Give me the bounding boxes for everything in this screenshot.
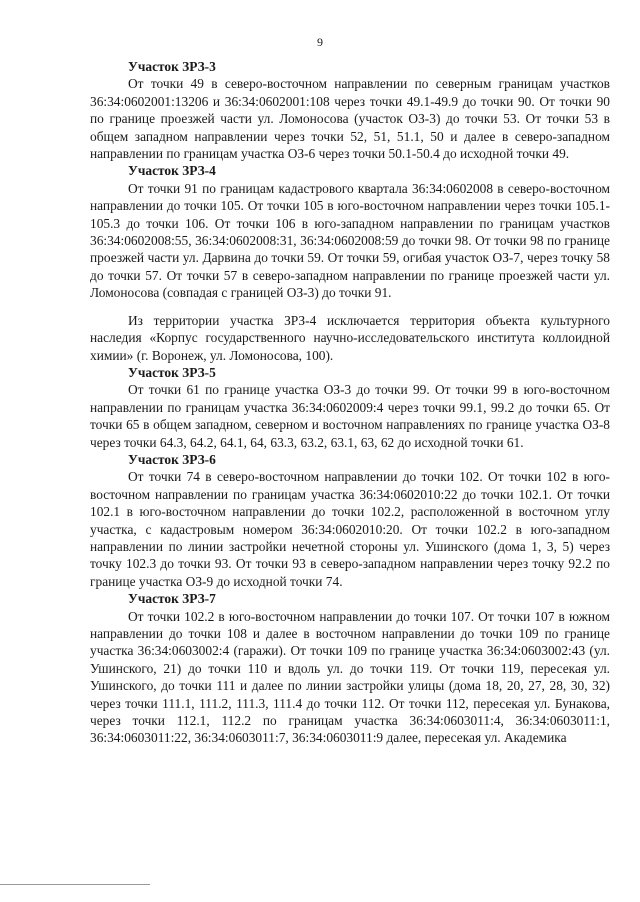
section-paragraph: От точки 49 в северо-восточном направлении по северным границам участков 36:34:0602001:13206 и 36:34:0602001:108 через точки 49.1-49.9 до точки 90. От точки 90 по границе проезжей части ул. Ломоносова (участок ОЗ-3) до точки 53. От точки 53 в общем западном направлении через точки 52, 51, 51.1, 50 и далее в северо-западном направлении по границам участка ОЗ-6 через точки 50.1-50.4 до исходной точки 49.	[90, 76, 610, 162]
section-title-zrz-3: Участок ЗРЗ-3	[128, 59, 216, 74]
section-title-zrz-4: Участок ЗРЗ-4	[128, 163, 216, 179]
section-title-zrz-6: Участок ЗРЗ-6	[128, 451, 216, 467]
page-number: 9	[317, 35, 323, 49]
section-paragraph: От точки 74 в северо-восточном направлении до точки 102. От точки 102 в юго-восточном направлении по границам участка 36:34:0602010:22 до точки 102.1. От точки 102.1 в юго-восточном направлении до точки 102.2, расположенной в восточном углу участка, с кадастровым номером 36:34:0602010:20. От точки 102.2 в юго-западном направлении по линии застройки нечетной стороны ул. Ушинского (дома 1, 3, 5) через точку 102.3 до точки 93. От точки 93 в северо-западном направлении через точку 92.2 по границе участка ОЗ-9 до исходной точки 74.	[90, 469, 610, 589]
section-title-zrz-7: Участок ЗРЗ-7	[128, 591, 216, 607]
section-paragraph: От точки 91 по границам кадастрового квартала 36:34:0602008 в северо-восточном направлении до точки 105. От точки 105 в юго-восточном направлении через точки 105.1-105.3 до точки 106. От точки 106 в юго-западном направлении по границам участков 36:34:0602008:55, 36:34:0602008:31, 36:34:0602008:59 до точки 98. От точки 98 по границе проезжей части ул. Дарвина до точки 59. От точки 59, огибая участок ОЗ-7, через точку 58 до точки 57. От точки 57 в северо-западном направлении по границе проезжей части ул. Ломоносова (совпадая с границей ОЗ-3) до точки 91.	[90, 180, 610, 301]
section-paragraph: Из территории участка ЗРЗ-4 исключается территория объекта культурного наследия «Корпус государственного научно-исследовательского института коллоидной химии» (г. Воронеж, ул. Ломоносова, 100).	[90, 312, 610, 363]
section-title-zrz-5: Участок ЗРЗ-5	[128, 364, 216, 380]
document-body	[90, 58, 610, 747]
footer-rule	[0, 884, 150, 885]
section-paragraph: От точки 61 по границе участка ОЗ-3 до точки 99. От точки 99 в юго-восточном направлении по границам участка 36:34:0602009:4 через точки 99.1, 99.2 до точки 65. От точки 65 в общем западном, северном и восточном направлениях по границе участка ОЗ-8 через точки 64.3, 64.2, 64.1, 64, 63.3, 63.2, 63.1, 63, 62 до исходной точки 61.	[90, 382, 610, 450]
section-paragraph: От точки 102.2 в юго-восточном направлении до точки 107. От точки 107 в южном направлении до точки 108 и далее в восточном направлении до точки 109 по границе участка 36:34:0603002:4 (гаражи). От точки 109 по границе участка 36:34:0603002:43 (ул. Ушинского, 21) до точки 110 и вдоль ул. до точки 119. От точки 119, пересекая ул. Ушинского, до точки 111 и далее по линии застройки улицы (дома 18, 20, 27, 28, 30, 32) через точки 111.1, 111.2, 111.3, 111.4 до точки 112. От точки 112, пересекая ул. Бунакова, через точки 112.1, 112.2 по границам участка 36:34:0603011:4, 36:34:0603011:1, 36:34:0603011:22, 36:34:0603011:7, 36:34:0603011:9 далее, пересекая ул. Академика	[90, 608, 610, 746]
